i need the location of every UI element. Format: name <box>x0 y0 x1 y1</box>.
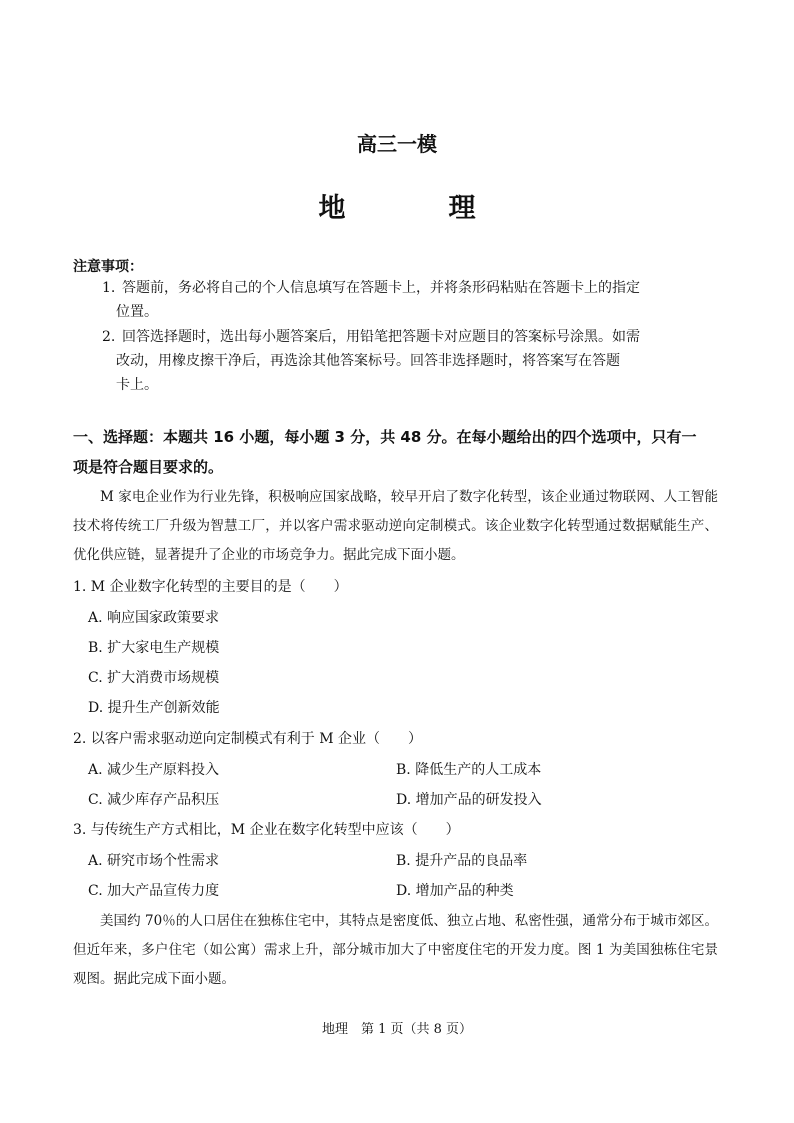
notice-item-number: 1. <box>102 280 116 296</box>
notice-item-2 <box>102 325 716 397</box>
question-1-option-d: D. 提升生产创新效能 <box>88 700 220 716</box>
subject-title: 地 理 <box>318 193 514 224</box>
question-1-stem: 1. M 企业数字化转型的主要目的是（ ） <box>73 579 348 595</box>
notice-item-number: 2. <box>102 329 116 345</box>
notice-heading: 注意事项： <box>73 259 143 275</box>
question-2-option-d: D. 增加产品的研发投入 <box>396 792 542 808</box>
question-2-stem: 2. 以客户需求驱动逆向定制模式有利于 M 企业（ ） <box>73 731 423 747</box>
question-2-option-a: A. 减少生产原料投入 <box>88 762 220 778</box>
question-3-option-c: C. 加大产品宣传力度 <box>88 883 220 899</box>
section-heading-line: 项是符合题目要求的。 <box>73 458 224 476</box>
question-3-option-d: D. 增加产品的种类 <box>396 883 514 899</box>
section-heading <box>73 422 718 482</box>
notice-item-text: 位置。 <box>116 304 158 320</box>
passage-2: 美国约 70％的人口居住在独栋住宅中，其特点是密度低、独立占地、私密性强，通常分布于城市郊区。但近年来，多户住宅（如公寓）需求上升，部分城市加大了中密度住宅的开发力度。图 1 为美国独栋住宅景观图。据此完成下面小题。 <box>73 913 718 987</box>
notice-item-text: 改动，用橡皮擦干净后，再选涂其他答案标号。回答非选择题时，将答案写在答题 <box>116 353 620 369</box>
question-2-option-b: B. 降低生产的人工成本 <box>396 762 542 778</box>
question-1-option-c: C. 扩大消费市场规模 <box>88 670 220 686</box>
question-3-option-a: A. 研究市场个性需求 <box>88 853 220 869</box>
section-heading-line: 一、选择题：本题共 16 小题，每小题 3 分，共 48 分。在每小题给出的四个选项中，只有一 <box>73 428 697 446</box>
question-1-option-b: B. 扩大家电生产规模 <box>88 640 220 656</box>
notice-item-1 <box>102 276 716 324</box>
notice-item-text: 卡上。 <box>116 377 158 393</box>
notice-item-text: 答题前，务必将自己的个人信息填写在答题卡上，并将条形码粘贴在答题卡上的指定 <box>122 280 640 296</box>
exam-title: 高三一模 <box>357 132 437 156</box>
question-3-option-b: B. 提升产品的良品率 <box>396 853 528 869</box>
question-3-stem: 3. 与传统生产方式相比，M 企业在数字化转型中应该（ ） <box>73 822 460 838</box>
passage-1: M 家电企业作为行业先锋，积极响应国家战略，较早开启了数字化转型，该企业通过物联网、人工智能技术将传统工厂升级为智慧工厂，并以客户需求驱动逆向定制模式。该企业数字化转型通过数据赋能生产、优化供应链，显著提升了企业的市场竞争力。据此完成下面小题。 <box>73 489 718 563</box>
notice-item-text: 回答选择题时，选出每小题答案后，用铅笔把答题卡对应题目的答案标号涂黑。如需 <box>122 329 640 345</box>
question-1-option-a: A. 响应国家政策要求 <box>88 610 220 626</box>
question-2-option-c: C. 减少库存产品积压 <box>88 792 220 808</box>
page-footer: 地理 第 1 页（共 8 页） <box>321 1022 473 1037</box>
